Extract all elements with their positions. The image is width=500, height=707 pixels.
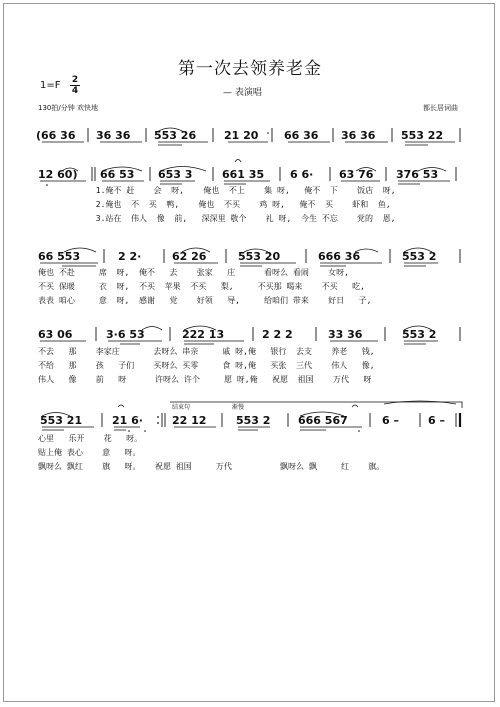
measure: 653 3 xyxy=(158,168,193,181)
measure: 21 20 xyxy=(224,129,259,142)
measure: 553 20 xyxy=(238,250,281,263)
measure: 661 35 xyxy=(222,168,265,181)
measure: 66 553 xyxy=(38,250,81,263)
song-subtitle: — 表演唱 xyxy=(223,88,262,98)
measure: 2 2 2 xyxy=(262,328,293,341)
measure: 376 53 xyxy=(396,168,439,181)
lyric-line: 贴上俺 表心 意 呀。 xyxy=(38,448,141,457)
lyric-line: 不买 保暖 衣 呀, 不买 苹果 不买 梨, 不买那 喝来 不买 吃, xyxy=(38,282,365,291)
measure: 36 36 xyxy=(341,129,376,142)
measure: 666 567 xyxy=(298,414,348,427)
score-line-3 xyxy=(38,248,460,266)
score-line-2 xyxy=(38,160,456,186)
measure: 553 2 xyxy=(236,414,271,427)
lyric-line: 飘呀么 飘红 旗 呀。 祝愿 祖国 万代 飘呀么 飘 红 旗。 xyxy=(38,462,385,471)
measure: 63 76 xyxy=(339,168,374,181)
measure: 2 2· xyxy=(118,250,142,263)
measure: 33 36 xyxy=(328,328,363,341)
measure: 66 53 xyxy=(100,168,135,181)
key-signature: 1=F xyxy=(40,80,61,91)
meter-denominator: 4 xyxy=(71,86,79,96)
lyric-line: 心里 乐开 花 呀。 xyxy=(38,434,143,443)
lyric-line: 伟人 像 前 呀 许呀么 许个 愿 呀,俺 祝愿 祖国 万代 呀 xyxy=(38,375,372,384)
meter-numerator: 2 xyxy=(71,75,79,85)
measure: 63 06 xyxy=(38,328,73,341)
measure: 6 – xyxy=(428,414,445,427)
score-line-4 xyxy=(38,326,460,344)
lyric-line: 2.俺也 不 买 鸭, 俺也 不买 鸡 呀, 俺不 买 虾和 鱼, xyxy=(38,200,391,209)
lyric-line: 不去 那 李家庄 去呀么 串亲 戚 呀,俺 银行 去支 养老 钱, xyxy=(38,347,375,356)
measure: 22 12 xyxy=(172,414,207,427)
measure: 6 – xyxy=(382,414,399,427)
measure: 66 36 xyxy=(284,129,319,142)
tempo-marking: 130拍/分钟 欢快地 xyxy=(38,104,98,112)
lyric-line: 俺也 不赴 席 呀, 俺不 去 张家 庄 看呀么 看闹 女呀, xyxy=(38,268,349,277)
measure: 36 36 xyxy=(96,129,131,142)
lyric-line: 表表 咱心 意 呀, 感谢 党 好领 导, 给咱们 带来 好日 子, xyxy=(38,296,372,305)
measure: 62 26 xyxy=(172,250,207,263)
measure: 553 2 xyxy=(402,328,437,341)
measure: 553 2 xyxy=(402,250,437,263)
ritardando-marker: 渐慢 xyxy=(232,404,245,411)
measure: 553 22 xyxy=(401,129,444,142)
lyric-line: 不给 那 孩 子们 买呀么 买零 食 呀,俺 买张 三代 伟人 像, xyxy=(38,361,375,370)
measure: 3·6 53 xyxy=(106,328,145,341)
measure: 6 6· xyxy=(290,168,314,181)
composer-credit: 都长居词曲 xyxy=(423,104,458,112)
measure: 21 6· xyxy=(112,414,143,427)
ending-marker: 结束句 xyxy=(172,404,191,411)
measure: 666 36 xyxy=(318,250,361,263)
song-title: 第一次去领养老金 xyxy=(178,59,322,79)
measure: (66 36 xyxy=(36,129,76,142)
measure: 222 13 xyxy=(182,328,225,341)
measure: 553 26 xyxy=(154,129,197,142)
score-line-5 xyxy=(40,401,462,432)
measure: 12 60) xyxy=(38,168,78,181)
lyric-line: 1.俺不 赶 会 呀, 俺也 不上 集 呀, 俺不 下 饭店 呀, xyxy=(38,186,396,195)
measure: 553 21 xyxy=(40,414,83,427)
score-line-1 xyxy=(36,128,460,145)
lyric-line: 3.站在 伟人 像 前, 深深里 敬个 礼 呀, 今生 不忘 党的 恩, xyxy=(38,214,396,223)
